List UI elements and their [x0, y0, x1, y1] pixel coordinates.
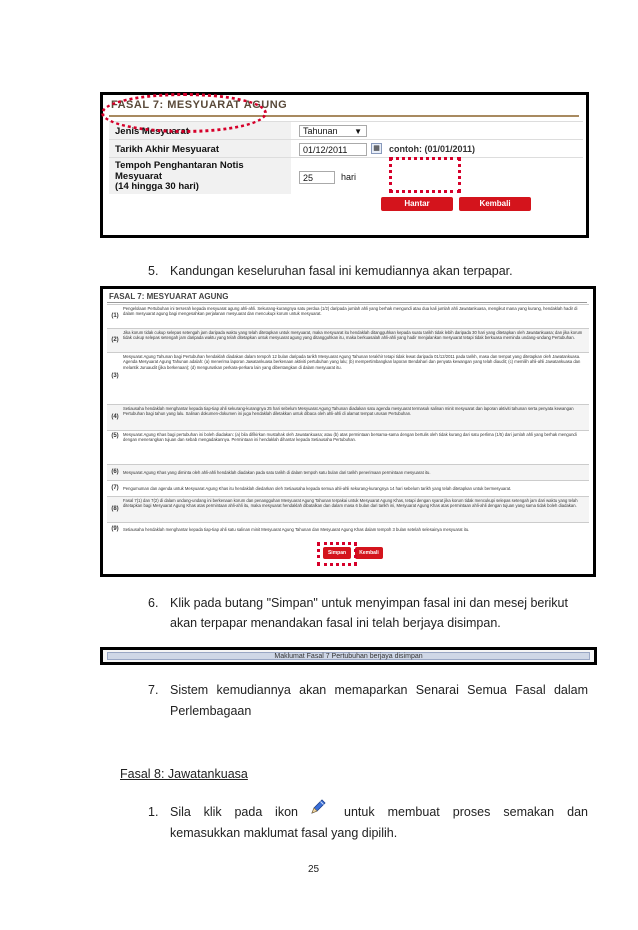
highlight-box: [389, 157, 461, 193]
step-7: [148, 681, 588, 700]
clause-row: [107, 496, 589, 522]
section-heading: Fasal 8: Jawatankuasa: [120, 767, 248, 781]
clause-text: Pengumuman dan agenda untuk Mesyuarat Agung Khas itu hendaklah diedarkan oleh Setiausaha kepada semua ahli-ahli sekurang-kurangnya 14 hari sebelum tarikh yang telah ditetapkan untuk bermesyuarat.: [123, 486, 512, 491]
success-message: Maklumat Fasal 7 Pertubuhan berjaya disimpan: [107, 652, 590, 660]
tarikh-akhir-input[interactable]: 01/12/2011: [299, 143, 367, 156]
step-number: 1.: [148, 805, 159, 819]
highlight-box: [317, 542, 357, 566]
highlight-ellipse: [101, 93, 267, 133]
clause-number: (4): [111, 414, 119, 420]
label-line: (14 hingga 30 hari): [115, 181, 199, 192]
clause-row: [107, 480, 589, 496]
chevron-down-icon: ▼: [354, 127, 362, 136]
clause-number: (1): [111, 313, 119, 319]
form-screenshot-1: [100, 92, 589, 238]
step-number: 5.: [148, 264, 159, 278]
step-7-line2: Perlembagaan: [170, 704, 252, 718]
select-value: Tahunan: [303, 126, 338, 136]
step-number: 6.: [148, 596, 159, 610]
clause-row: [107, 430, 589, 464]
row-tarikh-akhir: [109, 139, 583, 158]
clause-row: [107, 464, 589, 480]
form-title: FASAL 7: MESYUARAT AGUNG: [111, 99, 288, 111]
clause-text: Pengelolaan Pertubuhan ini terserah kepada mesyuarat agung ahli-ahli. Sekurang-kurangnya satu perdua (1/2) daripada jumlah ahli yang berhak mengundi atau dua kali jumlah ahli Jawatankuasa, mengikut mana yang kurang, hendaklah hadir di dalam mesyuarat agung bagi mengesahkan perjalanan mesyuarat dan mencukupi korum untuk mesyuarat.: [123, 306, 578, 317]
clause-text: Mesyuarat Agung Tahunan bagi Pertubuhan hendaklah diadakan dalam tempoh 12 bulan daripada tarikh Mesyuarat Agung Tahunan terakhir tetapi tidak lewat daripada 01/12/2011 pada tarikh, masa dan tempat yang ditetapkan oleh Jawatankuasa. Agenda Mesyuarat Agung Tahunan adalah: (a) menerima laporan Jawatankuasa berkenaan aktiviti pertubuhan yang lalu; (b) mempertimbangkan laporan Bendahari dan penyata kewangan yang telah diaudit; (c) memilih ahli-ahli Jawatankuasa dan melantik Juruaudit (jika berkenaan); (d) menguruskan perkara-perkara lain yang dibentangkan di dalam mesyuarat itu.: [123, 354, 581, 370]
clause-row: [107, 404, 589, 430]
label-tempoh-notis: [115, 161, 244, 193]
pencil-icon: [308, 797, 328, 817]
clause-number: (2): [111, 337, 119, 343]
tempoh-notis-input[interactable]: 25: [299, 171, 335, 184]
simpan-button[interactable]: Simpan: [323, 547, 351, 559]
jenis-mesyuarat-select[interactable]: [299, 125, 367, 137]
step-1-line2: kemasukkan maklumat fasal yang dipilih.: [170, 826, 398, 840]
row-tempoh-notis: [109, 157, 583, 194]
label-jenis-mesyuarat: Jenis Mesyuarat: [115, 126, 189, 137]
date-example-hint: contoh: (01/01/2011): [389, 144, 476, 154]
step-1: [148, 803, 588, 823]
clause-number: (7): [111, 485, 119, 491]
clause-number: (6): [111, 469, 119, 475]
clause-row: [107, 304, 589, 328]
clause-number: (5): [111, 433, 119, 439]
clause-row: [107, 352, 589, 404]
clause-text: Mesyuarat Agung Khas bagi pertubuhan ini boleh diadakan: (a) bila difikirkan mustahak oleh Jawatankuasa; atau (b) atas permintaan bersama-sama dengan bertulis oleh tidak kurang dari satu perlima (1/5) dari jumlah ahli yang berhak mengundi dengan menerangkan tujuan dan sebab mengadakannya. Permintaan ini hendaklah dihantar kepada Setiausaha Pertubuhan.: [123, 432, 577, 443]
step-text-line1: Klik pada butang "Simpan" untuk menyimpan fasal ini dan mesej berikut: [170, 596, 568, 610]
calendar-icon[interactable]: ▦: [371, 143, 382, 154]
clause-row: [107, 522, 589, 536]
hantar-button[interactable]: Hantar: [381, 197, 453, 211]
clause-number: (9): [111, 526, 119, 532]
step-6: [148, 594, 588, 613]
kembali-button[interactable]: Kembali: [355, 547, 383, 559]
label-tarikh-akhir: Tarikh Akhir Mesyuarat: [115, 144, 220, 155]
kembali-button[interactable]: Kembali: [459, 197, 531, 211]
title-underline: [107, 302, 587, 303]
fasal-screenshot-2: [100, 286, 596, 577]
clause-text: Fasal 7(1) dan 7(2) di dalam undang-undang ini berkenaan korum dan penangguhan Mesyuarat Agung Tahunan terpakai untuk Mesyuarat Agung Khas, tetapi dengan syarat jika korum tidak mencukupi selepas setengah jam dari waktu yang telah ditetapkan bagi Mesyuarat Agung Khas atas permintaan ahli-ahli itu, maka mesyuarat hendaklah dibatalkan dan dalam masa 6 bulan dari tarikh ini, Mesyuarat Agung Khas atas permintaan ahli-ahli dengan tujuan yang sama tidak boleh diadakan.: [123, 498, 578, 509]
step-5: [148, 262, 513, 281]
label-line: Tempoh Penghantaran Notis: [115, 160, 244, 171]
unit-hari: hari: [341, 172, 357, 182]
clause-text: Setiausaha hendaklah menghantar kepada tiap-tiap ahli satu salinan minit Mesyuarat Agung Tahunan dan Mesyuarat Agung Khas dalam tempoh 3 bulan setelah selesainya mesyuarat itu.: [123, 527, 470, 532]
step-number: 7.: [148, 683, 159, 697]
page-number: 25: [308, 864, 320, 875]
clause-row: [107, 328, 589, 352]
clause-number: (3): [111, 373, 119, 379]
clause-number: (8): [111, 506, 119, 512]
step-text: Kandungan keseluruhan fasal ini kemudiannya akan terpapar.: [170, 264, 513, 278]
step-text-part1: Sila klik pada ikon: [170, 805, 298, 819]
step-6-line2: akan terpapar menandakan fasal ini telah berjaya disimpan.: [170, 616, 501, 630]
fasal-title: FASAL 7: MESYUARAT AGUNG: [109, 292, 229, 301]
step-text-line1: Sistem kemudiannya akan memaparkan Senarai Semua Fasal dalam: [170, 683, 588, 697]
clause-text: Jika korum tidak cukup selepas setengah jam daripada waktu yang telah ditetapkan untuk mesyuarat, maka mesyuarat itu hendaklah ditangguhkan kepada suatu tarikh tidak lebih daripada 30 hari yang ditetapkan oleh Jawatankuasa; dan jika korum tidak cukup selepas setengah jam daripada waktu yang telah ditetapkan untuk mesyuarat agung yang ditangguhkan itu, maka berkuasalah ahli-ahli yang hadir menjalankan mesyuarat tetapi tidak berkuasa meminda undang-undang Pertubuhan.: [123, 330, 583, 341]
clause-text: Setiausaha hendaklah menghantar kepada tiap-tiap ahli sekurang-kurangnya 25 hari sebelum Mesyuarat Agung Tahunan diadakan satu agenda mesyuarat termasuk salinan minit mesyuarat dan laporan aktiviti tahunan serta penyata kewangan Pertubuhan bagi tahun yang lalu. Salinan dokumen-dokumen ini juga hendaklah diletakkan untuk dibaca oleh ahli-ahli di alamat tempat urusan Pertubuhan.: [123, 406, 574, 417]
success-message-screenshot: [100, 647, 597, 665]
clause-text: Mesyuarat Agung Khas yang diminta oleh ahli-ahli hendaklah diadakan pada satu tarikh di dalam tempoh satu bulan dari tarikh penerimaan permintaan mesyuarat itu.: [123, 470, 431, 475]
step-text-part2: untuk membuat proses semakan dan: [344, 805, 588, 819]
label-line: Mesyuarat: [115, 170, 162, 182]
